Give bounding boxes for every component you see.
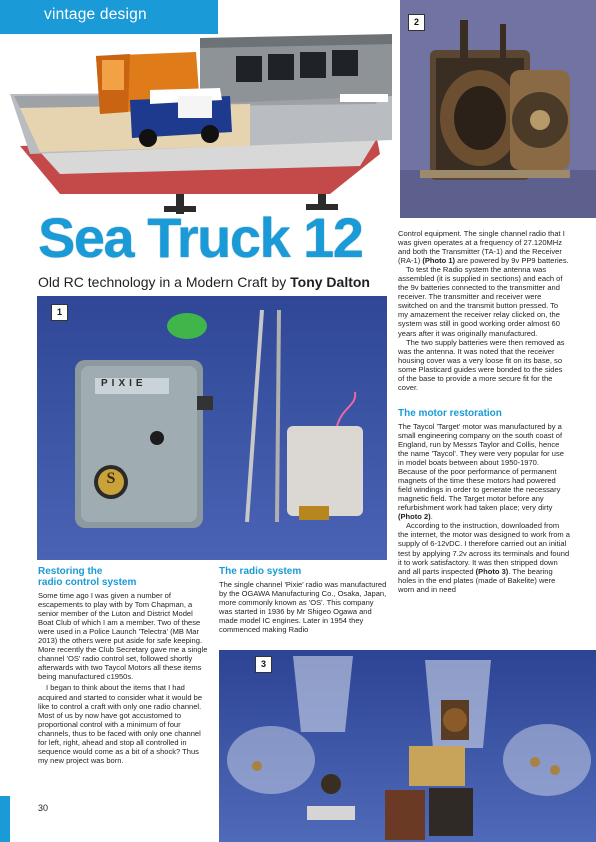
col3-paragraph-5 [398,521,570,593]
photo-3 [219,650,596,842]
restoring-heading-line1: Restoring the [38,566,103,577]
col3-paragraph-3: The two supply batteries were then removed as was the antenna. It was noted that the receiver housing cover was a very loose fit on its base, so some Plasticard guides were bonded to the sides of the base to provide a more secure fit for the cover. [398,337,565,392]
boat-photo [0,34,392,216]
radio-set-illustration [37,296,387,560]
photo-2-ref: (Photo 2) [398,512,431,522]
col3-p5-end: . The bearing holes in the end plates (made of Bakelite) were worn and in need [398,566,556,594]
col1-paragraph-2: I began to think about the items that I had acquired and started to consider what it would be like to control a craft with only one radio channel. Most of us by now have got accustomed to proportional control with a minimum of four channels, thus to be faced with only one channel for left, right, ahead and stop all controlled in sequence would come as a bit of a shock? Thus my new project was born. [38,683,203,765]
column-2 [219,566,389,634]
subtitle [38,274,370,290]
photo-1-number: 1 [51,304,68,321]
page-number: 30 [38,803,49,813]
restoring-heading-line2: radio control system [38,577,137,588]
photo-3-number: 3 [255,656,272,673]
col3-p4-end: . [430,512,433,522]
motor-illustration [400,0,596,218]
column-1 [38,566,210,765]
photo-2-number: 2 [408,14,425,31]
col3-p1-end: are powered by 9v PP9 batteries. [455,256,569,266]
col2-paragraph-1: The single channel 'Pixie' radio was manufactured by the OGAWA Manufacturing Co., Osaka, Japan, more commonly known as 'OS'. This company was started in 1936 by Mr Shigeo Ogawa and made model IC engines. Later in 1954 they commenced making Radio [219,580,387,635]
col3-paragraph-1 [398,229,570,265]
col3-p5-text: According to the instruction, downloaded from the internet, the motor was designed to work from a supply of 6-12vDC. I therefore carried out an initial test by applying 7.2v across its terminals and found it to work satisfactory. It was then stripped down and all parts inspected [398,521,570,576]
col3-p1-text: Control equipment. The single channel radio that I was given operates at a frequency of 27.120MHz and both the Transmitter (TA-1) and the Receiver (RA-1) [398,229,565,266]
photo-1-ref: (Photo 1) [422,256,456,266]
column-3 [398,229,570,594]
subtitle-text: Old RC technology in a Modern Craft by [38,274,291,290]
photo-1 [37,296,387,560]
motor-restoration-heading: The motor restoration [398,407,502,419]
section-label: vintage design [44,6,147,23]
page-bar [0,796,10,842]
motor-parts-illustration [219,650,596,842]
col3-paragraph-4 [398,422,570,522]
col3-paragraph-2: To test the Radio system the antenna was assembled (it is supplied in sections) and each of the 9v batteries connected to the transmitter and receiver. The transmitter and receiver were switched on and the transmit button pressed. To my amazement the receiver relay clicked on, the system was still in good working order almost 60 years after it was originally manufactured. [398,265,563,338]
pixie-label: PIXIE [101,378,147,389]
col3-p4-text: The Taycol 'Target' motor was manufactured by a small engineering company on the south coast of England, run by Messrs Taylor and Collis, hence the name 'Taycol'. They were very popular for use in model boats between about 1950-1970. Because of the poor performance of permanent magnets of the time these motors had powered field windings in order to generate the necessary magnetic field. The Target motor before any refurbishment work had taken place; very dirty [398,421,564,513]
radio-system-heading: The radio system [219,566,302,577]
s-logo: S [106,470,116,487]
col1-paragraph-1: Some time ago I was given a number of escapements to play with by Tom Chapman, a senior member of the Luton and District Model Boat Club of which I am a member. Two of these were used in a Police Launch 'Telectra' (MB Mar 2013) the others were put aside for safe keeping. More recently the Club Secretary gave me a single channel 'OS' radio control set, followed shortly afterwards with two Taycol Motors all these items being manufactured c1950s. [38,591,208,682]
section-tab [0,0,218,34]
photo-3-ref: (Photo 3) [475,566,509,576]
headline: Sea Truck 12 [38,206,363,269]
boat-illustration [0,34,392,216]
photo-2 [400,0,596,218]
author-name: Tony Dalton [290,274,370,290]
